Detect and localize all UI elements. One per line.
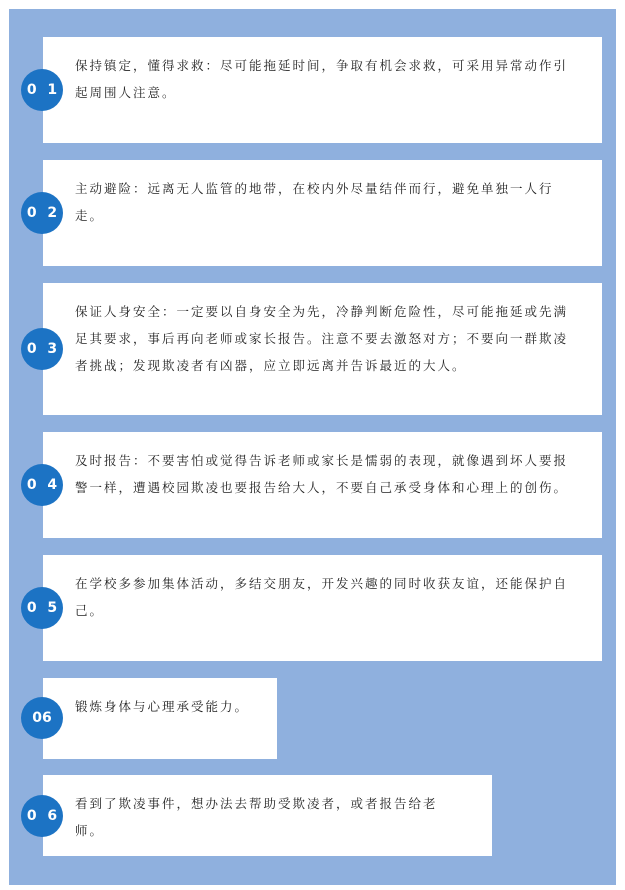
tip-text: 在学校多参加集体活动，多结交朋友，开发兴趣的同时收获友谊，还能保护自己。: [75, 576, 569, 618]
tip-text: 看到了欺凌事件，想办法去帮助受欺凌者，或者报告给老师。: [75, 796, 438, 838]
tip-card-4: [43, 432, 602, 538]
number-badge-5: 0 5: [21, 587, 63, 629]
tip-text: 主动避险：远离无人监管的地带，在校内外尽量结伴而行，避免单独一人行走。: [75, 181, 554, 223]
number-badge-3: 0 3: [21, 328, 63, 370]
tip-card-1: [43, 37, 602, 143]
tip-text: 保证人身安全：一定要以自身安全为先，冷静判断危险性，尽可能拖延或先满足其要求，事后再向老师或家长报告。注意不要去激怒对方；不要向一群欺凌者挑战；发现欺凌者有凶器，应立即远离并告诉最近的大人。: [75, 304, 569, 373]
tip-card-3: [43, 283, 602, 415]
tip-card-7: [43, 775, 492, 856]
tip-text: 及时报告：不要害怕或觉得告诉老师或家长是懦弱的表现，就像遇到坏人要报警一样，遭遇校园欺凌也要报告给大人，不要自己承受身体和心理上的创伤。: [75, 453, 569, 495]
number-badge-6: 06: [21, 697, 63, 739]
number-badge-1: 0 1: [21, 69, 63, 111]
number-badge-4: 0 4: [21, 464, 63, 506]
tip-text: 锻炼身体与心理承受能力。: [75, 699, 250, 714]
number-badge-7: 0 6: [21, 795, 63, 837]
tip-card-6: [43, 678, 277, 759]
tip-card-2: [43, 160, 602, 266]
tip-text: 保持镇定，懂得求救：尽可能拖延时间，争取有机会求救，可采用异常动作引起周围人注意。: [75, 58, 569, 100]
tip-card-5: [43, 555, 602, 661]
number-badge-2: 0 2: [21, 192, 63, 234]
